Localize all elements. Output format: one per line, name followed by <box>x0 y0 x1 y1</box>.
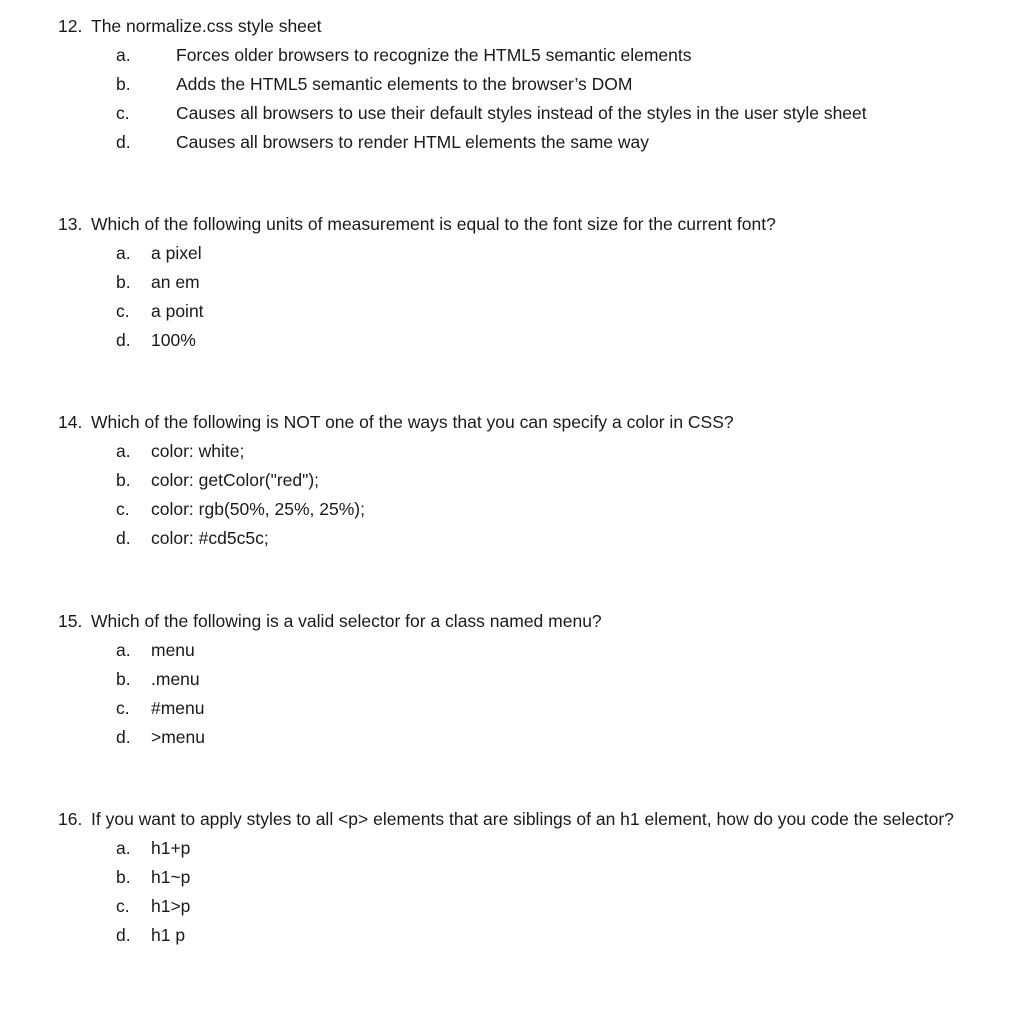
question-number: 13. <box>58 214 83 234</box>
option-b <box>58 665 984 694</box>
option-c <box>58 892 984 921</box>
option-letter: b. <box>116 74 131 94</box>
question-number: 14. <box>58 412 83 432</box>
option-d <box>58 326 984 355</box>
question-text: Which of the following is NOT one of the ways that you can specify a color in CSS? <box>91 412 734 432</box>
question-16 <box>58 805 984 950</box>
option-text: >menu <box>151 727 205 747</box>
option-a <box>58 239 984 268</box>
option-letter: a. <box>116 441 131 461</box>
option-letter: c. <box>116 301 130 321</box>
option-letter: d. <box>116 132 131 152</box>
option-text: Forces older browsers to recognize the HTML5 semantic elements <box>176 45 692 65</box>
question-15-stem <box>58 607 984 636</box>
option-letter: c. <box>116 698 130 718</box>
question-text: Which of the following is a valid selector for a class named menu? <box>91 611 602 631</box>
question-13-options <box>58 239 984 355</box>
option-d <box>58 921 984 950</box>
question-14-options <box>58 437 984 553</box>
question-12 <box>58 12 984 157</box>
option-letter: a. <box>116 243 131 263</box>
question-14 <box>58 408 984 553</box>
option-letter: c. <box>116 896 130 916</box>
option-letter: d. <box>116 925 131 945</box>
question-13-stem <box>58 210 984 239</box>
question-15 <box>58 607 984 752</box>
option-b <box>58 863 984 892</box>
option-letter: a. <box>116 838 131 858</box>
question-text: Which of the following units of measurement is equal to the font size for the current font? <box>91 214 776 234</box>
option-text: h1 p <box>151 925 186 945</box>
option-text: a point <box>151 301 204 321</box>
option-text: h1~p <box>151 867 191 887</box>
option-text: 100% <box>151 330 196 350</box>
option-letter: a. <box>116 640 131 660</box>
option-letter: a. <box>116 45 131 65</box>
option-a <box>58 437 984 466</box>
question-number: 16. <box>58 809 83 829</box>
option-text: an em <box>151 272 200 292</box>
question-text: If you want to apply styles to all <p> elements that are siblings of an h1 element, how do you code the selector? <box>91 809 954 829</box>
option-text: Adds the HTML5 semantic elements to the browser’s DOM <box>176 74 633 94</box>
option-text: .menu <box>151 669 200 689</box>
option-text: a pixel <box>151 243 202 263</box>
option-a <box>58 636 984 665</box>
option-c <box>58 297 984 326</box>
question-number: 15. <box>58 611 83 631</box>
option-text: #menu <box>151 698 205 718</box>
option-text: Causes all browsers to use their default styles instead of the styles in the user style sheet <box>176 103 867 123</box>
option-b <box>58 466 984 495</box>
option-d <box>58 723 984 752</box>
option-letter: b. <box>116 867 131 887</box>
option-b <box>58 70 984 99</box>
question-14-stem <box>58 408 984 437</box>
option-letter: b. <box>116 669 131 689</box>
option-text: color: white; <box>151 441 245 461</box>
option-b <box>58 268 984 297</box>
question-text: The normalize.css style sheet <box>91 16 322 36</box>
option-c <box>58 495 984 524</box>
question-16-stem <box>58 805 984 834</box>
question-number: 12. <box>58 16 83 36</box>
option-d <box>58 524 984 553</box>
option-text: color: rgb(50%, 25%, 25%); <box>151 499 365 519</box>
option-text: color: getColor("red"); <box>151 470 320 490</box>
question-15-options <box>58 636 984 752</box>
option-letter: b. <box>116 272 131 292</box>
option-c <box>58 694 984 723</box>
option-c <box>58 99 984 128</box>
option-letter: d. <box>116 330 131 350</box>
question-13 <box>58 210 984 355</box>
option-a <box>58 41 984 70</box>
option-text: Causes all browsers to render HTML elements the same way <box>176 132 650 152</box>
option-a <box>58 834 984 863</box>
option-d <box>58 128 984 157</box>
question-12-options <box>58 41 984 157</box>
option-text: menu <box>151 640 195 660</box>
question-12-stem <box>58 12 984 41</box>
option-letter: d. <box>116 727 131 747</box>
option-letter: b. <box>116 470 131 490</box>
option-text: h1+p <box>151 838 191 858</box>
option-letter: c. <box>116 103 130 123</box>
option-text: h1>p <box>151 896 191 916</box>
option-text: color: #cd5c5c; <box>151 528 269 548</box>
option-letter: d. <box>116 528 131 548</box>
question-16-options <box>58 834 984 950</box>
option-letter: c. <box>116 499 130 519</box>
